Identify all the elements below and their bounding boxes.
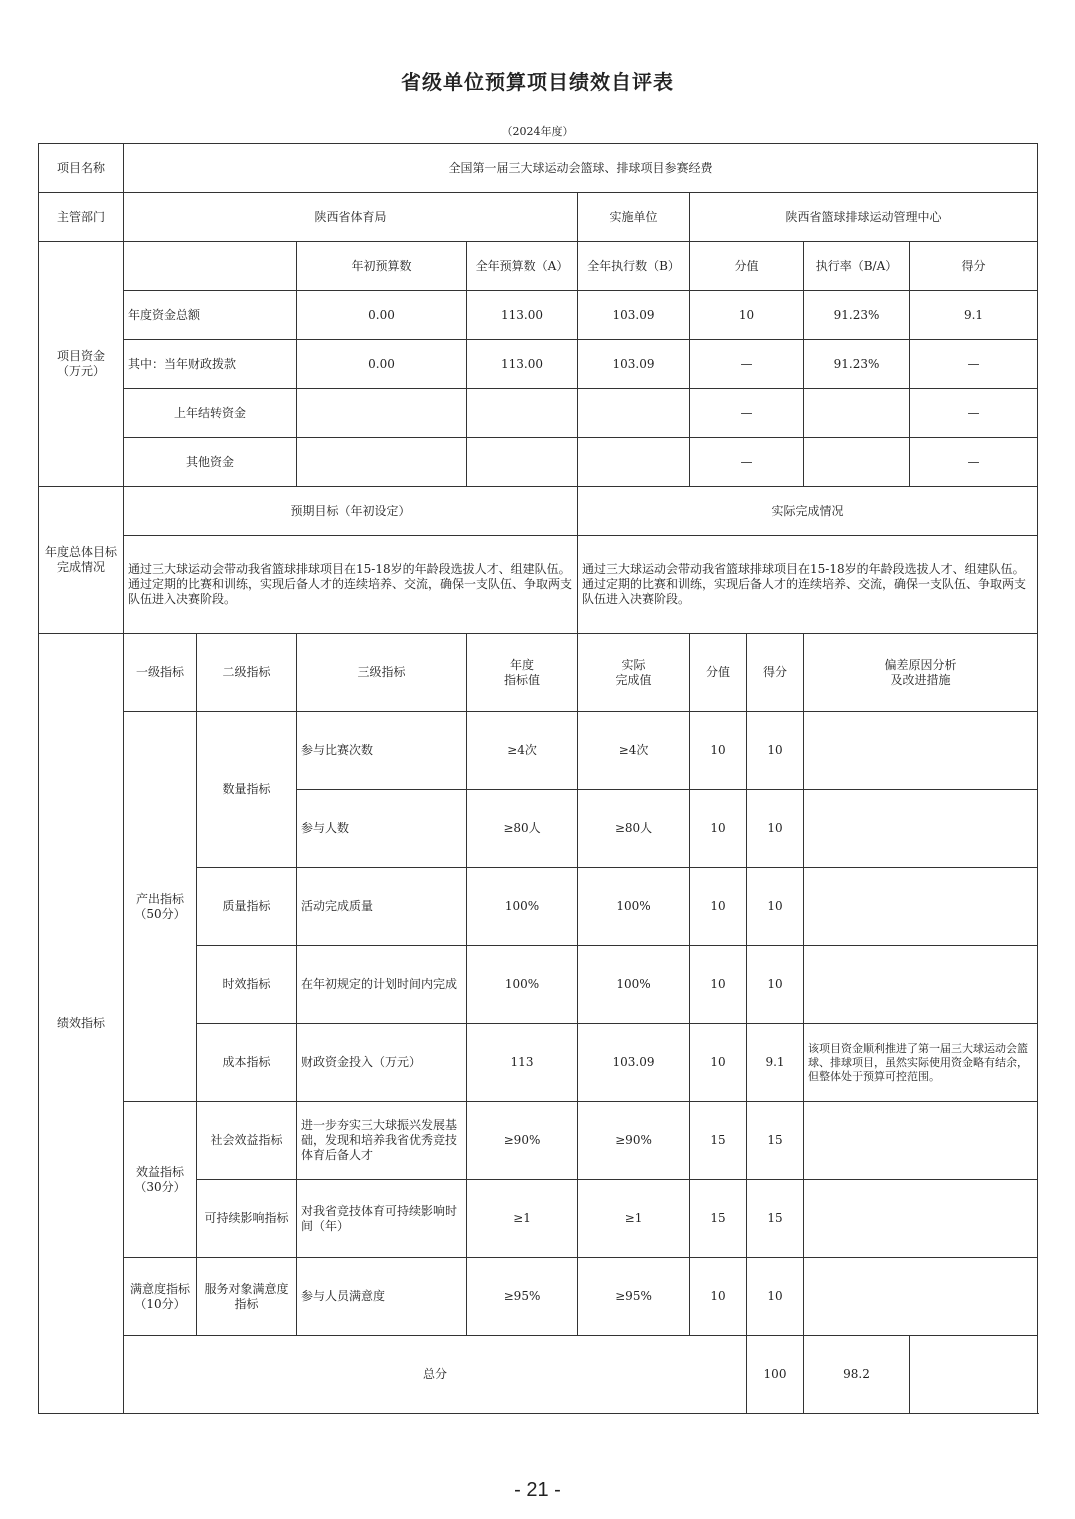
indicator-got: 10 xyxy=(747,790,804,868)
indicator-reason xyxy=(804,712,1038,790)
indicator-name: 进一步夯实三大球振兴发展基础，发现和培养我省优秀竞技体育后备人才 xyxy=(297,1102,467,1180)
funds-cell xyxy=(578,389,690,438)
group-benefit: 效益指标 （30分） xyxy=(124,1102,197,1258)
indicator-got: 9.1 xyxy=(747,1024,804,1102)
funds-cell: — xyxy=(690,340,804,389)
funds-row xyxy=(39,340,1038,389)
indicator-score: 15 xyxy=(690,1102,747,1180)
table-row xyxy=(39,1102,1038,1180)
sub-timeliness: 时效指标 xyxy=(197,946,297,1024)
indicator-reason xyxy=(804,1102,1038,1180)
indicator-got: 15 xyxy=(747,1180,804,1258)
funds-cell: 103.09 xyxy=(578,340,690,389)
sub-sustain: 可持续影响指标 xyxy=(197,1180,297,1258)
evaluation-table xyxy=(38,143,1038,1414)
sub-cost: 成本指标 xyxy=(197,1024,297,1102)
funds-header: 全年预算数（A） xyxy=(467,242,578,291)
sub-social: 社会效益指标 xyxy=(197,1102,297,1180)
perf-header-reason: 偏差原因分析 及改进措施 xyxy=(804,634,1038,712)
indicator-name: 在年初规定的计划时间内完成 xyxy=(297,946,467,1024)
indicator-target: ≥4次 xyxy=(467,712,578,790)
total-score: 100 xyxy=(747,1336,804,1414)
indicator-score: 10 xyxy=(690,1258,747,1336)
funds-cell: — xyxy=(910,438,1038,487)
indicator-name: 活动完成质量 xyxy=(297,868,467,946)
funds-cell: 91.23% xyxy=(804,340,910,389)
indicator-actual: 103.09 xyxy=(578,1024,690,1102)
funds-cell xyxy=(804,389,910,438)
table-row xyxy=(39,712,1038,790)
funds-row xyxy=(39,291,1038,340)
group-satisfaction: 满意度指标 （10分） xyxy=(124,1258,197,1336)
total-row xyxy=(39,1336,1038,1414)
funds-cell: — xyxy=(690,389,804,438)
sub-service: 服务对象满意度 指标 xyxy=(197,1258,297,1336)
dept-label: 主管部门 xyxy=(39,193,124,242)
indicator-target: 113 xyxy=(467,1024,578,1102)
perf-header-l2: 二级指标 xyxy=(197,634,297,712)
indicator-got: 10 xyxy=(747,946,804,1024)
indicator-got: 10 xyxy=(747,868,804,946)
funds-cell: 9.1 xyxy=(910,291,1038,340)
funds-cell: 103.09 xyxy=(578,291,690,340)
funds-cell: 113.00 xyxy=(467,340,578,389)
indicator-name: 参与人数 xyxy=(297,790,467,868)
perf-header-got: 得分 xyxy=(747,634,804,712)
indicator-score: 10 xyxy=(690,946,747,1024)
indicator-target: 100% xyxy=(467,868,578,946)
funds-cell: — xyxy=(910,389,1038,438)
indicator-reason xyxy=(804,946,1038,1024)
perf-header-l3: 三级指标 xyxy=(297,634,467,712)
funds-row-name: 其中：当年财政拨款 xyxy=(124,340,297,389)
funds-cell: 113.00 xyxy=(467,291,578,340)
indicator-got: 10 xyxy=(747,712,804,790)
funds-header: 分值 xyxy=(690,242,804,291)
perf-header-l1: 一级指标 xyxy=(124,634,197,712)
indicator-name: 对我省竞技体育可持续影响时间（年） xyxy=(297,1180,467,1258)
sub-quality: 质量指标 xyxy=(197,868,297,946)
indicator-score: 10 xyxy=(690,790,747,868)
funds-label: 项目资金 （万元） xyxy=(39,242,124,487)
funds-header: 执行率（B/A） xyxy=(804,242,910,291)
indicator-actual: ≥90% xyxy=(578,1102,690,1180)
perf-label: 绩效指标 xyxy=(39,634,124,1414)
funds-header: 全年执行数（B） xyxy=(578,242,690,291)
indicator-name: 参与人员满意度 xyxy=(297,1258,467,1336)
indicator-score: 10 xyxy=(690,712,747,790)
indicator-score: 10 xyxy=(690,868,747,946)
funds-cell: 0.00 xyxy=(297,340,467,389)
funds-header: 得分 xyxy=(910,242,1038,291)
total-reason xyxy=(910,1336,1038,1414)
funds-cell: 91.23% xyxy=(804,291,910,340)
expected-goal-text: 通过三大球运动会带动我省篮球排球项目在15-18岁的年龄段选拔人才、组建队伍。通过定期的比赛和训练，实现后备人才的连续培养、交流，确保一支队伍、争取两支队伍进入决赛阶段。 xyxy=(124,536,578,634)
funds-row xyxy=(39,389,1038,438)
total-label: 总分 xyxy=(124,1336,747,1414)
indicator-score: 10 xyxy=(690,1024,747,1102)
funds-row-name: 其他资金 xyxy=(124,438,297,487)
indicator-actual: ≥95% xyxy=(578,1258,690,1336)
indicator-got: 10 xyxy=(747,1258,804,1336)
indicator-actual: 100% xyxy=(578,946,690,1024)
impl-value: 陕西省篮球排球运动管理中心 xyxy=(690,193,1038,242)
project-name-label: 项目名称 xyxy=(39,144,124,193)
funds-cell xyxy=(467,389,578,438)
funds-header: 年初预算数 xyxy=(297,242,467,291)
indicator-reason xyxy=(804,868,1038,946)
funds-cell: — xyxy=(910,340,1038,389)
actual-result-header: 实际完成情况 xyxy=(578,487,1038,536)
indicator-target: ≥95% xyxy=(467,1258,578,1336)
indicator-actual: ≥4次 xyxy=(578,712,690,790)
goals-label: 年度总体目标 完成情况 xyxy=(39,487,124,634)
indicator-target: ≥90% xyxy=(467,1102,578,1180)
perf-header-actual: 实际 完成值 xyxy=(578,634,690,712)
indicator-reason xyxy=(804,1180,1038,1258)
indicator-target: ≥1 xyxy=(467,1180,578,1258)
funds-cell xyxy=(804,438,910,487)
indicator-score: 15 xyxy=(690,1180,747,1258)
group-output: 产出指标 （50分） xyxy=(124,712,197,1102)
indicator-got: 15 xyxy=(747,1102,804,1180)
page-number: - 21 - xyxy=(514,1479,561,1501)
funds-cell: — xyxy=(690,438,804,487)
sub-quantity: 数量指标 xyxy=(197,712,297,868)
total-got: 98.2 xyxy=(804,1336,910,1414)
dept-value: 陕西省体育局 xyxy=(124,193,578,242)
funds-cell xyxy=(578,438,690,487)
indicator-reason xyxy=(804,790,1038,868)
indicator-actual: ≥80人 xyxy=(578,790,690,868)
funds-row-name: 上年结转资金 xyxy=(124,389,297,438)
indicator-name: 参与比赛次数 xyxy=(297,712,467,790)
funds-cell xyxy=(467,438,578,487)
actual-result-text: 通过三大球运动会带动我省篮球排球项目在15-18岁的年龄段选拔人才、组建队伍。通过定期的比赛和训练，实现后备人才的连续培养、交流，确保一支队伍、争取两支队伍进入决赛阶段。 xyxy=(578,536,1038,634)
perf-header-target: 年度 指标值 xyxy=(467,634,578,712)
indicator-actual: 100% xyxy=(578,868,690,946)
page-title: 省级单位预算项目绩效自评表 xyxy=(401,70,674,94)
indicator-reason xyxy=(804,1258,1038,1336)
expected-goal-header: 预期目标（年初设定） xyxy=(124,487,578,536)
funds-row xyxy=(39,438,1038,487)
table-row xyxy=(39,1258,1038,1336)
indicator-actual: ≥1 xyxy=(578,1180,690,1258)
indicator-target: 100% xyxy=(467,946,578,1024)
perf-header-score: 分值 xyxy=(690,634,747,712)
fiscal-year: （2024年度） xyxy=(501,125,574,138)
funds-cell xyxy=(297,389,467,438)
funds-cell: 10 xyxy=(690,291,804,340)
indicator-target: ≥80人 xyxy=(467,790,578,868)
impl-label: 实施单位 xyxy=(578,193,690,242)
funds-cell xyxy=(297,438,467,487)
indicator-reason: 该项目资金顺利推进了第一届三大球运动会篮球、排球项目，虽然实际使用资金略有结余，但整体处于预算可控范围。 xyxy=(804,1024,1038,1102)
project-name-value: 全国第一届三大球运动会篮球、排球项目参赛经费 xyxy=(124,144,1038,193)
indicator-name: 财政资金投入（万元） xyxy=(297,1024,467,1102)
funds-header-blank xyxy=(124,242,297,291)
funds-row-name: 年度资金总额 xyxy=(124,291,297,340)
funds-cell: 0.00 xyxy=(297,291,467,340)
